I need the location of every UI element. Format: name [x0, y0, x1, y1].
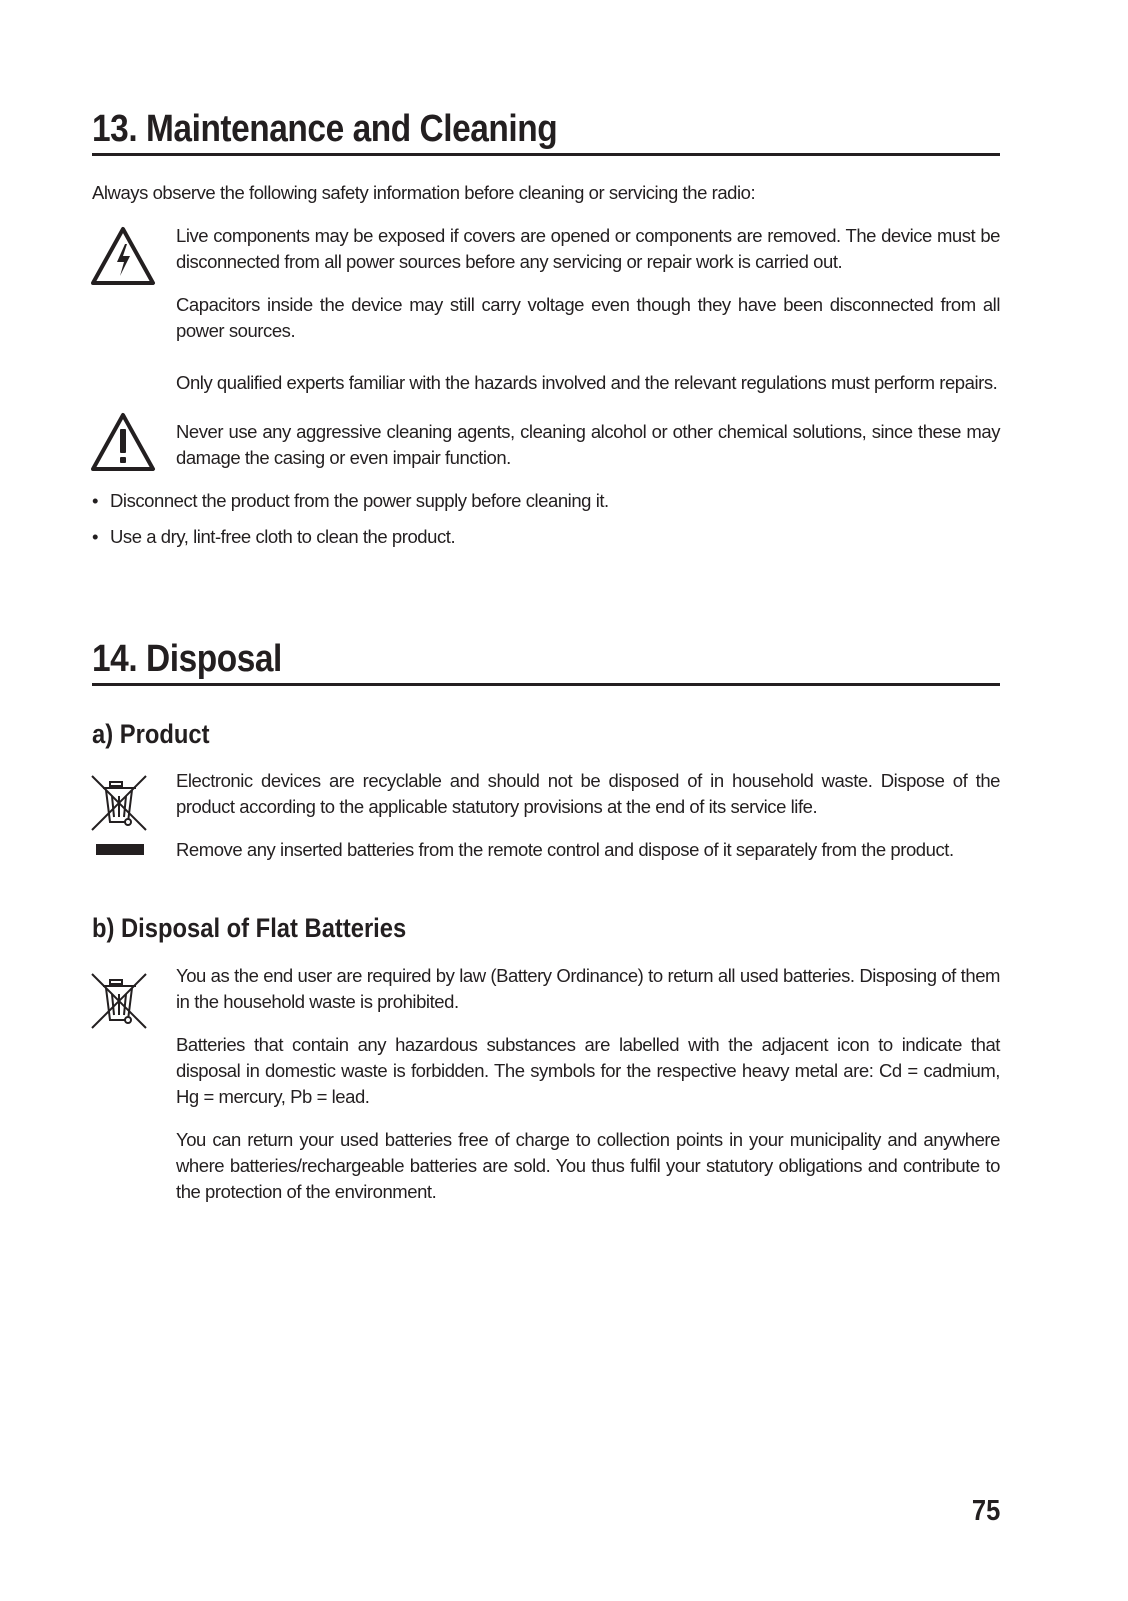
- battery-crossed-out-bin-icon: [90, 972, 150, 1032]
- product-disposal-paragraph-2: Remove any inserted batteries from the remote control and dispose of it separately from the product.: [176, 839, 954, 860]
- bullet-item-1: • Disconnect the product from the power supply before cleaning it.: [92, 490, 609, 511]
- page-number: 75: [971, 1495, 1000, 1527]
- electric-warning-paragraph-1: Live components may be exposed if covers are opened or components are removed. The device must be disconnected from all power sources before any servicing or repair work is carried out.: [176, 225, 1000, 272]
- electric-hazard-icon: [90, 226, 156, 286]
- bullet-item-2: • Use a dry, lint-free cloth to clean the product.: [92, 526, 456, 547]
- section-13-intro: Always observe the following safety information before cleaning or servicing the radio:: [92, 182, 756, 203]
- section-13-rule: [92, 153, 1000, 156]
- subsection-batteries-heading: b) Disposal of Flat Batteries: [92, 913, 407, 943]
- bullet-item-1-text: Disconnect the product from the power supply before cleaning it.: [110, 490, 609, 511]
- general-warning-paragraph: Never use any aggressive cleaning agents, cleaning alcohol or other chemical solutions, since these may damage the casing or even impair function.: [176, 421, 1000, 468]
- subsection-product-heading: a) Product: [92, 719, 210, 749]
- section-14-title: 14. Disposal: [92, 638, 282, 680]
- electric-warning-paragraph-3: Only qualified experts familiar with the hazards involved and the relevant regulations must perform repairs.: [176, 372, 998, 393]
- battery-disposal-paragraph-1: You as the end user are required by law (Battery Ordinance) to return all used batteries. Disposing of them in the household waste is prohibited.: [176, 965, 1000, 1012]
- battery-disposal-paragraph-3: You can return your used batteries free of charge to collection points in your municipality and anywhere where batteries/rechargeable batteries are sold. You thus fulfil your statutory obligations and contribute to the protection of the environment.: [176, 1129, 1000, 1202]
- bullet-item-2-text: Use a dry, lint-free cloth to clean the product.: [110, 526, 456, 547]
- caution-exclamation-icon: [90, 412, 156, 472]
- product-disposal-paragraph-1: Electronic devices are recyclable and should not be disposed of in household waste. Dispose of the product according to the applicable statutory provisions at the end of its service life.: [176, 770, 1000, 817]
- section-14-rule: [92, 683, 1000, 686]
- battery-disposal-paragraph-2: Batteries that contain any hazardous substances are labelled with the adjacent icon to indicate that disposal in domestic waste is forbidden. The symbols for the respective heavy metal are: Cd = cadmium, Hg = mercury, Pb = lead.: [176, 1034, 1000, 1107]
- crossed-out-bin-icon: [90, 774, 150, 858]
- electric-warning-paragraph-2: Capacitors inside the device may still carry voltage even though they have been disconnected from all power sources.: [176, 294, 1000, 341]
- section-13-title: 13. Maintenance and Cleaning: [92, 108, 558, 150]
